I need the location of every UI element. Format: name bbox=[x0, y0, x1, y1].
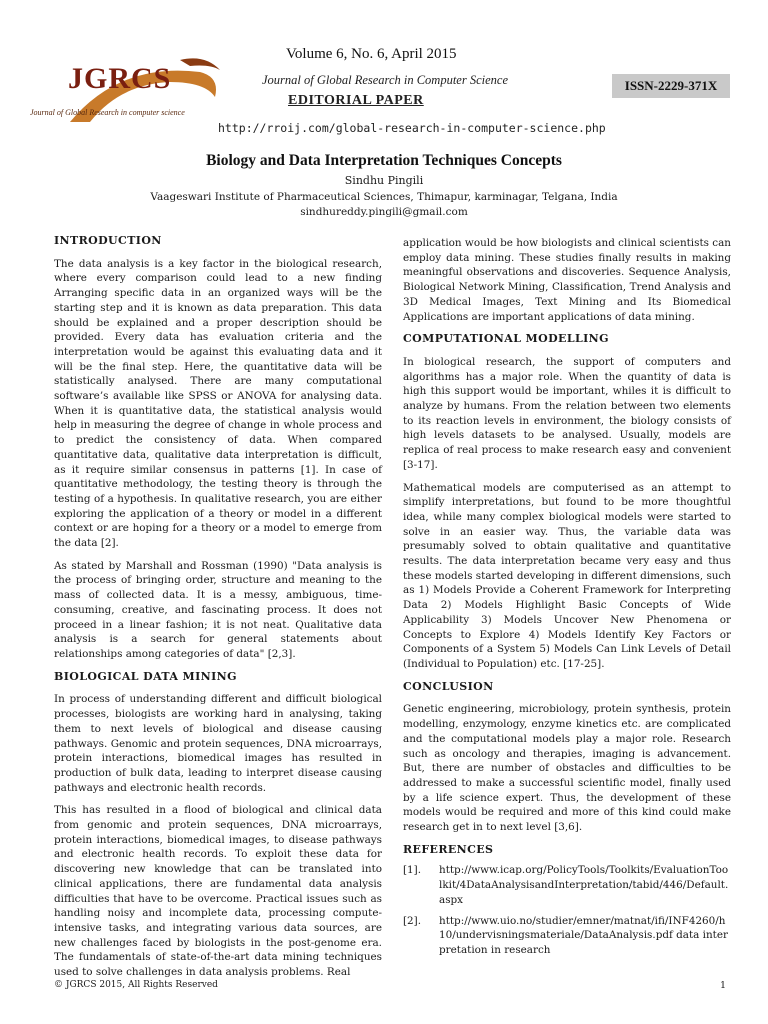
paragraph: In biological research, the support of computers and algorithms has a major role. When the quantity of data is high this support would be important, whiles it is difficult to analyze by humans. From the relation between two elements to its reaction levels in environment, the biology consists of high levels datasets to be analysed. Usually, models are replica of real process to make research easy and convenient [3-17]. bbox=[403, 355, 731, 471]
volume-info: Volume 6, No. 6, April 2015 bbox=[286, 46, 457, 62]
journal-url-link[interactable]: http://rroij.com/global-research-in-computer-science.php bbox=[218, 121, 606, 135]
reference-number: [2]. bbox=[403, 914, 422, 927]
logo-text: JGRCS bbox=[68, 62, 172, 95]
page-number: 1 bbox=[720, 980, 727, 991]
paragraph: In process of understanding different and difficult biological processes, biologists are working hard in analysing, taking them to next levels of biological and disease causing pathways. Genomic and protein sequences, DNA microarrays, protein interactions, biomedical images has resulted in production of bulk data, leading to interpret disease causing pathways and electronic health records. bbox=[54, 693, 382, 794]
section-heading-introduction: INTRODUCTION bbox=[54, 234, 162, 247]
author-email[interactable]: sindhureddy.pingili@gmail.com bbox=[300, 206, 468, 218]
paragraph: Mathematical models are computerised as an attempt to simplify interpretations, but found to be more thoughtful idea, while many complex biological models were started to solve in an easier way. Thus, the variable data was presumably solved to obtain qualitative and quantitative results. The data interpretation became very easy and thus these models started developing in different dimensions, such as 1) Models Provide a Coherent Framework for Interpreting Data 2) Models Highlight Basic Concepts of Wide Applicability 3) Models Uncover New Phenomena or Concepts to Explore 4) Models Identify Key Factors or Components of a System 5) Models Can Link Levels of Detail (Individual to Population) etc. [17-25]. bbox=[403, 481, 731, 670]
issn-badge: ISSN-2229-371X bbox=[612, 74, 730, 98]
logo-subtitle: Journal of Global Research in computer science bbox=[30, 108, 185, 117]
paragraph: This has resulted in a flood of biological and clinical data from genomic and protein sequences, DNA microarrays, protein interactions, biomedical images, to disease pathways and electronic health records. To exploit these data for discovering new knowledge that can be translated into clinical applications, there are fundamental data analysis difficulties that have to be overcome. Practical issues such as handling noisy and incomplete data, processing compute-intensive tasks, and integrating various data sources, are new challenges faced by biologists in the post-genome era. The fundamentals of state-of-the-art data mining techniques used to solve challenges in data analysis problems. Real bbox=[54, 804, 382, 979]
reference-item bbox=[403, 863, 731, 907]
author-affiliation: Vaageswari Institute of Pharmaceutical Sciences, Thimapur, karminagar, Telgana, India bbox=[150, 191, 618, 203]
section-heading-biological-data-mining: BIOLOGICAL DATA MINING bbox=[54, 669, 237, 683]
footer-copyright: © JGRCS 2015, All Rights Reserved bbox=[54, 980, 218, 990]
paragraph: Genetic engineering, microbiology, protein synthesis, protein modelling, enzymology, enzyme kinetics etc. are complicated and the computational models play a major role. Research such as oncology and therapies, imaging is advancement. But, there are number of obstacles and difficulties to be addressed to make a successful scientific model, finally used by a life science expert. Thus, the development of these models would be required and more of this kind could make research get in to next level [3,6]. bbox=[403, 703, 731, 834]
paragraph: application would be how biologists and clinical scientists can employ data mining. These studies finally results in making meaningful observations and discoveries. Sequence Analysis, Biological Network Mining, Classification, Trend Analysis and 3D Medical Images, Text Mining and Its Biomedical Applications are important applications of data mining. bbox=[403, 237, 731, 323]
left-column bbox=[54, 234, 382, 988]
section-heading-references: REFERENCES bbox=[403, 842, 494, 856]
reference-item bbox=[403, 914, 731, 958]
right-column bbox=[403, 236, 731, 964]
paragraph: The data analysis is a key factor in the biological research, where every comparison could lead to a new finding Arranging specific data in an organized ways will be the starting step and it is known as data preparation. This data should be explained and a proper description should be provided. Every data has evaluation criteria and the interpretation would be against this evaluating data and it will be the final step. Here, the quantitative data will be statistically analysed. There are many computational software’s available like SPSS or ANOVA for analysing data. When it is quantitative data, the statistical analysis would help in measuring the degree of change in whole process and to predict the consistency of data. When compared quantitative data, qualitative data interpretation is difficult, as it require similar consensus in patterns [1]. In case of quantitative methodology, the testing theory is through the testing of a hypothesis. In qualitative research, you are either exploring the application of a theory or model in a different context or are hoping for a theory or a model to emerge from the data [2]. bbox=[54, 257, 382, 550]
reference-number: [1]. bbox=[403, 864, 422, 877]
reference-link[interactable]: http://www.icap.org/PolicyTools/Toolkits/EvaluationToolkit/4DataAnalysisandInterpretation/tabid/446/Default.aspx bbox=[439, 864, 729, 906]
article-title: Biology and Data Interpretation Techniques Concepts bbox=[206, 152, 562, 169]
journal-name: Journal of Global Research in Computer Science bbox=[262, 73, 509, 87]
paper-type: EDITORIAL PAPER bbox=[288, 93, 424, 108]
section-heading-conclusion: CONCLUSION bbox=[403, 679, 494, 693]
section-heading-computational-modelling: COMPUTATIONAL MODELLING bbox=[403, 332, 609, 346]
reference-link[interactable]: http://www.uio.no/studier/emner/matnat/ifi/INF4260/h10/undervisningsmateriale/DataAnalysis.pdf data interpretation in research bbox=[439, 914, 728, 956]
paragraph: As stated by Marshall and Rossman (1990) "Data analysis is the process of bringing order, structure and meaning to the mass of collected data. It is a messy, ambiguous, time-consuming, creative, and fascinating process. It does not proceed in a linear fashion; it is not neat. Qualitative data analysis is a search for general statements about relationships among categories of data" [2,3]. bbox=[54, 559, 382, 660]
article-author: Sindhu Pingili bbox=[344, 174, 424, 187]
reference-list bbox=[403, 863, 731, 957]
